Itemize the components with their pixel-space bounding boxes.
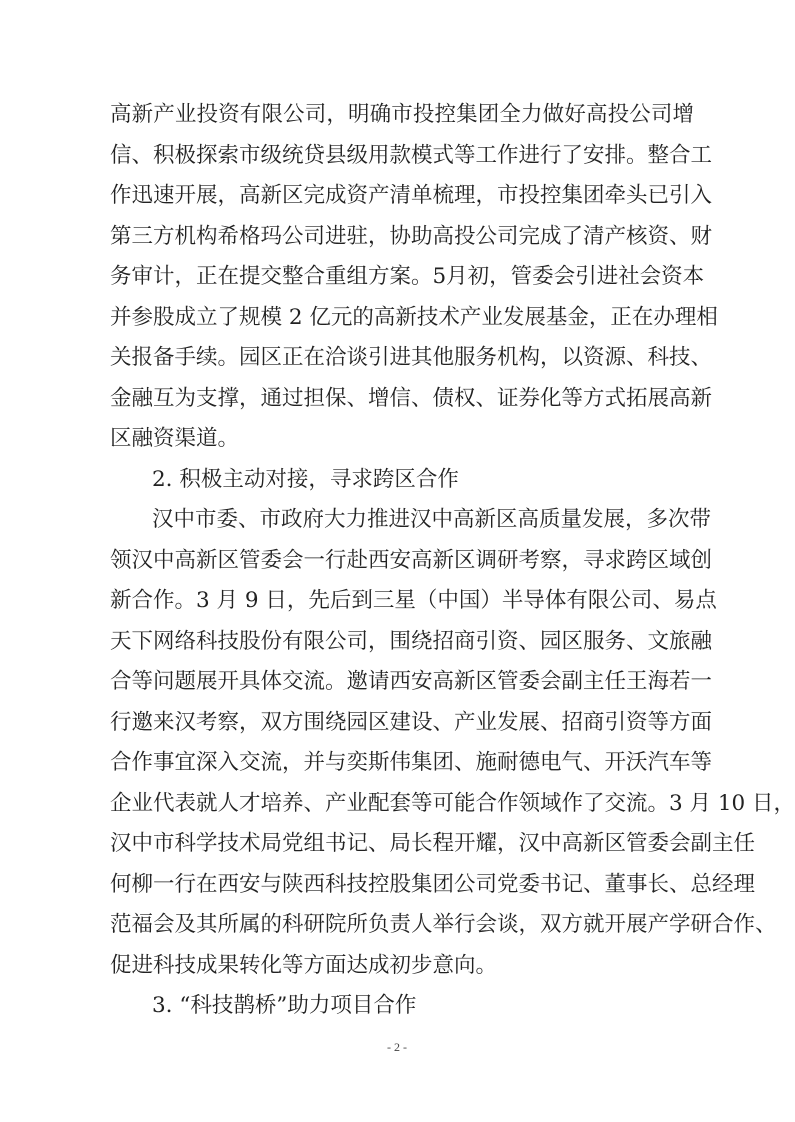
paragraph-line: 并参股成立了规模 2 亿元的高新技术产业发展基金，正在办理相: [110, 304, 718, 330]
paragraph-line: 范福会及其所属的科研院所负责人举行会谈，双方就开展产学研合作、: [110, 912, 777, 937]
paragraph-line: 高新产业投资有限公司，明确市投控集团全力做好高投公司增: [110, 102, 694, 127]
paragraph-line: 关报备手续。园区正在洽谈引进其他服务机构，以资源、科技、: [110, 345, 713, 370]
paragraph-line: 合等问题展开具体交流。邀请西安高新区管委会副主任王海若一: [110, 669, 713, 694]
paragraph-line: 第三方机构希格玛公司进驻，协助高投公司完成了清产核资、财: [110, 223, 713, 249]
paragraph-line: 企业代表就人才培养、产业配套等可能合作领域作了交流。3 月 10 日，: [110, 790, 795, 816]
paragraph-line: 何柳一行在西安与陕西科技控股集团公司党委书记、董事长、总经理: [110, 871, 756, 897]
section-heading: 3. “科技鹊桥”助力项目合作: [152, 993, 417, 1018]
section-heading: 2. 积极主动对接，寻求跨区合作: [152, 466, 459, 492]
paragraph-line: 作迅速开展，高新区完成资产清单梳理，市投控集团牵头已引入: [110, 183, 713, 208]
paragraph-line: 行邀来汉考察，双方围绕园区建设、产业发展、招商引资等方面: [110, 709, 713, 735]
paragraph-line: 务审计，正在提交整合重组方案。5月初，管委会引进社会资本: [110, 264, 705, 289]
paragraph-line: 区融资渠道。: [110, 426, 240, 451]
page-number: - 2 -: [387, 1040, 407, 1054]
paragraph-line: 领汉中高新区管委会一行赴西安高新区调研考察，寻求跨区域创: [110, 547, 713, 573]
paragraph-line: 天下网络科技股份有限公司，围绕招商引资、园区服务、文旅融: [110, 628, 713, 654]
paragraph-line: 金融互为支撑，通过担保、增信、债权、证券化等方式拓展高新: [110, 385, 713, 411]
paragraph-line: 汉中市科学技术局党组书记、局长程开耀，汉中高新区管委会副主任: [110, 831, 756, 856]
paragraph-line: 合作事宜深入交流，并与奕斯伟集团、施耐德电气、开沃汽车等: [110, 750, 713, 775]
paragraph-line: 促进科技成果转化等方面达成初步意向。: [110, 952, 498, 978]
paragraph-line: 新合作。3 月 9 日，先后到三星（中国）半导体有限公司、易点: [110, 588, 717, 613]
paragraph-line: 信、积极探索市级统贷县级用款模式等工作进行了安排。整合工: [110, 142, 713, 168]
paragraph-line: 汉中市委、市政府大力推进汉中高新区高质量发展，多次带: [152, 507, 712, 532]
